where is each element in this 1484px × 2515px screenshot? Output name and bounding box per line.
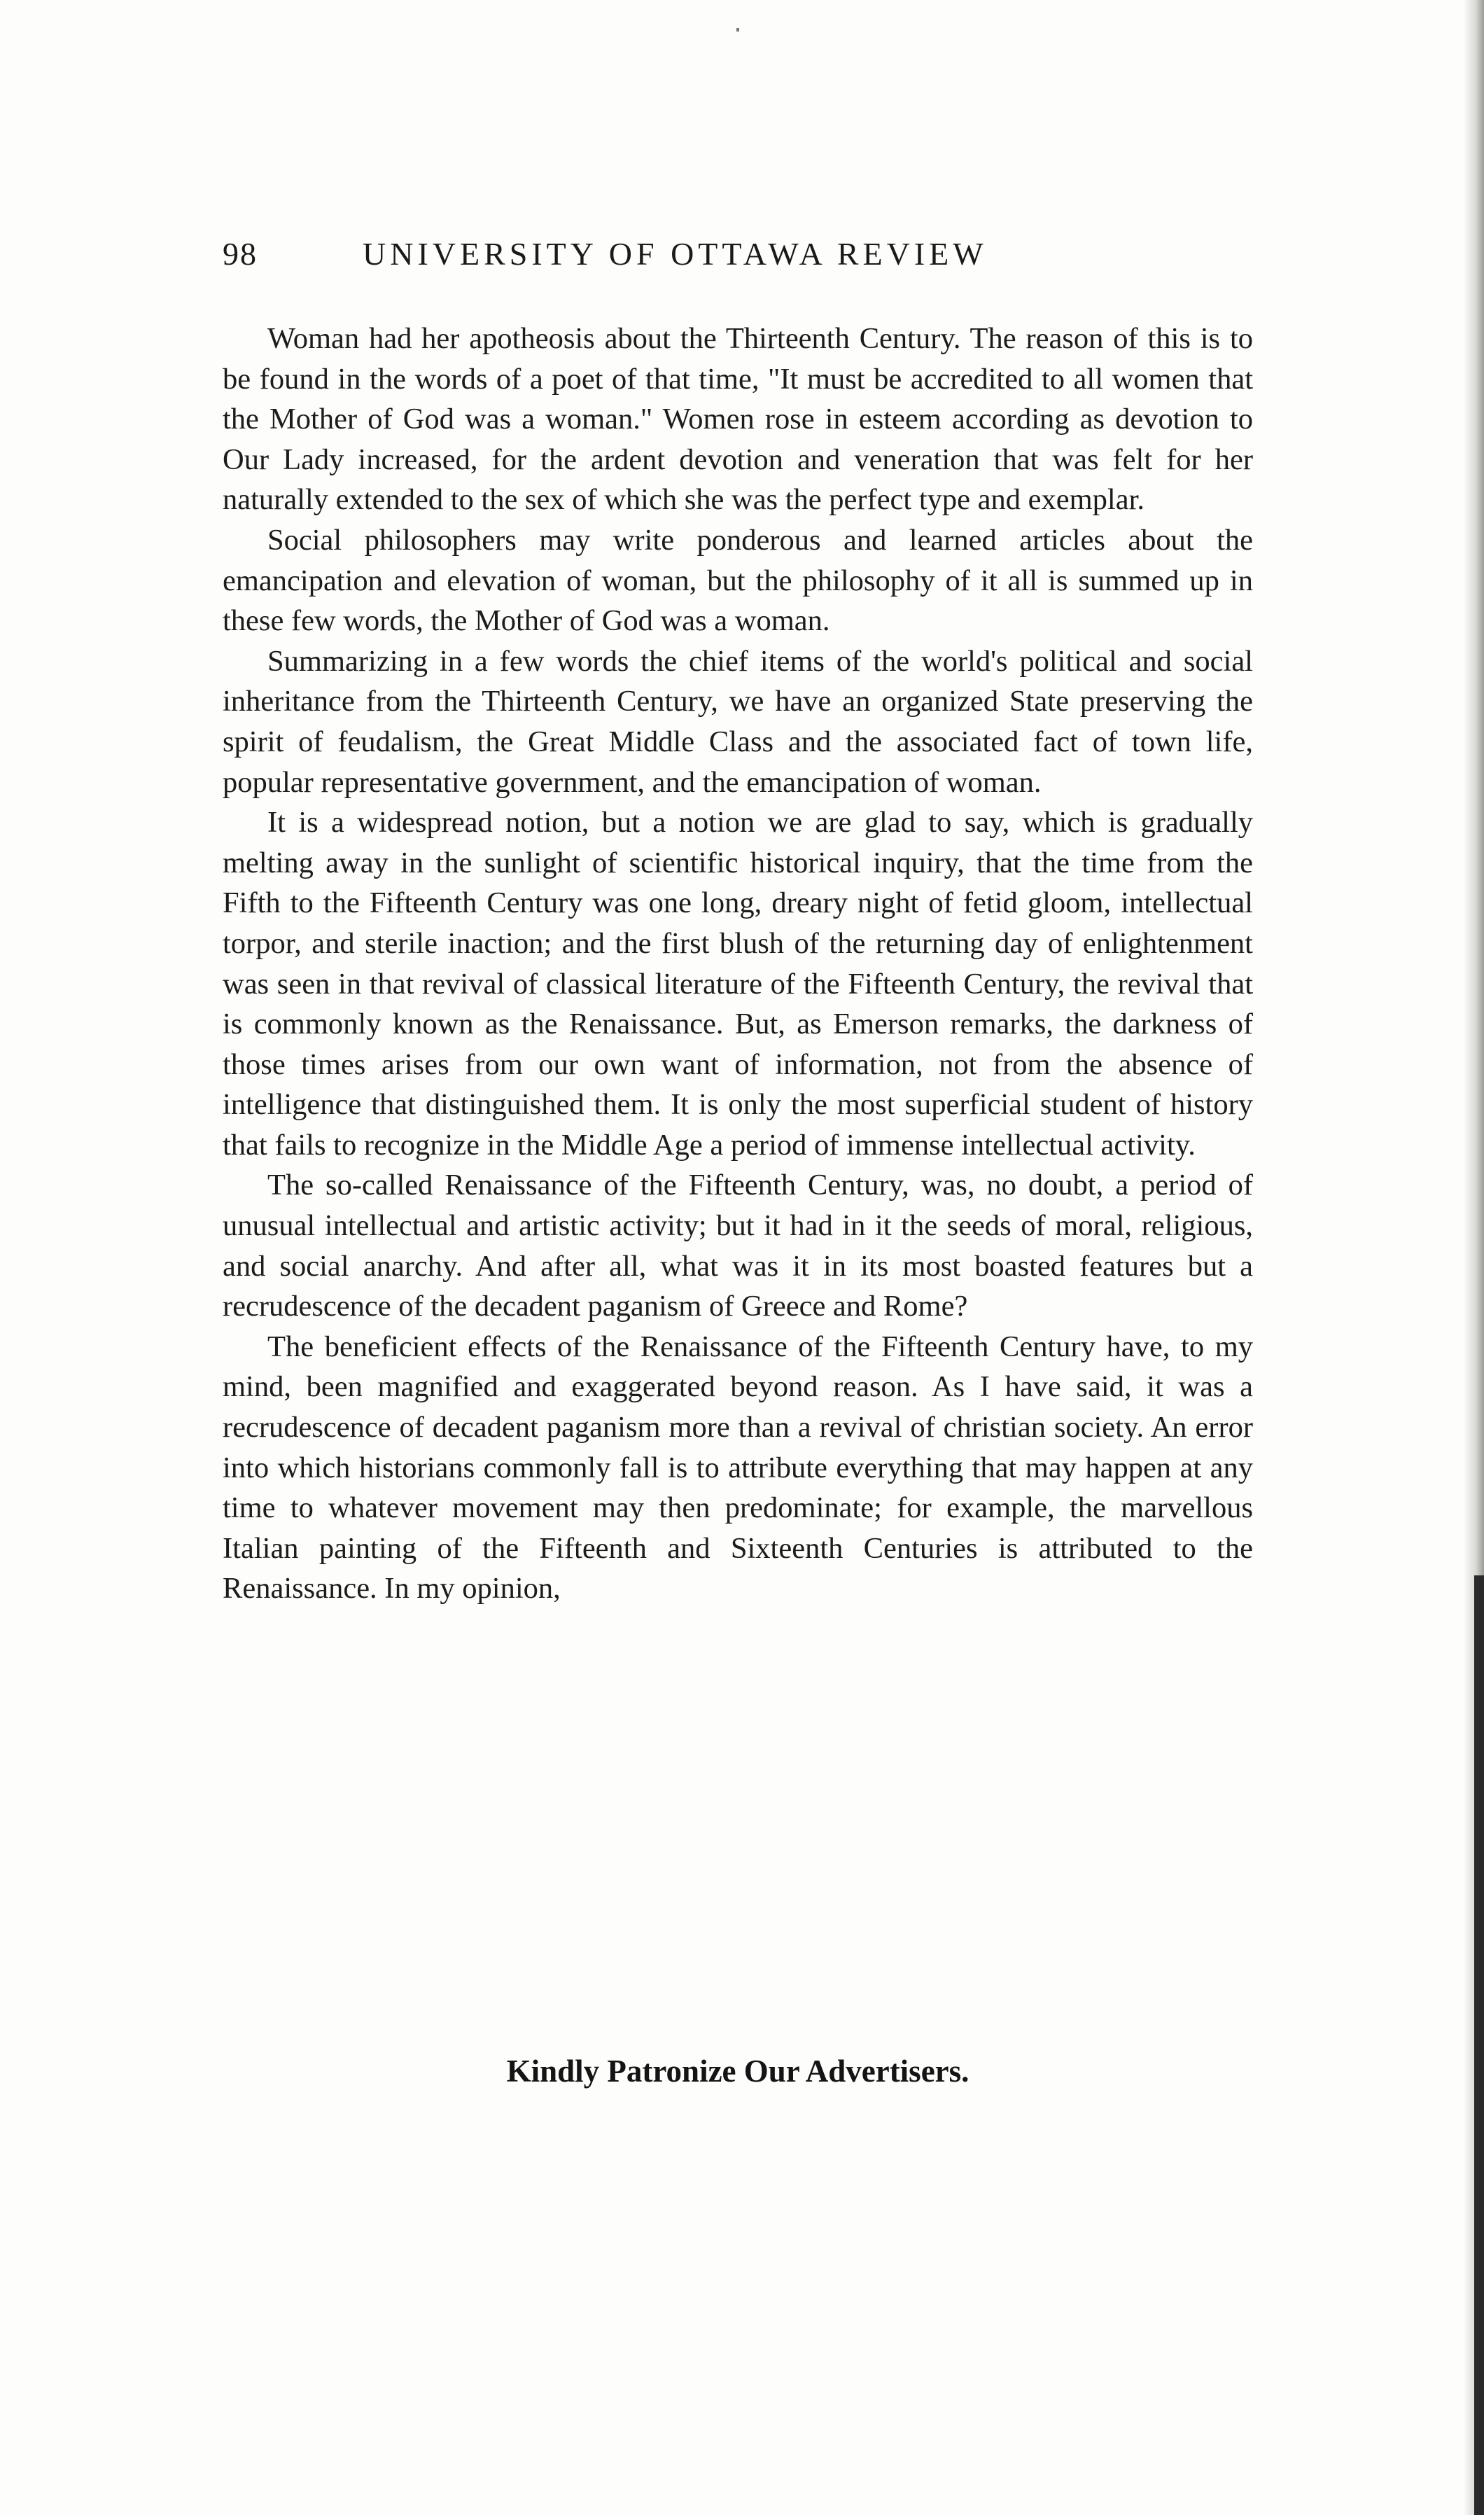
page-header: [223, 235, 1253, 291]
paragraph-5: The so-called Renaissance of the Fifteenth Century, was, no doubt, a period of unusual intellectual and artistic activity; but it had in it the seeds of moral, religious, and social anarchy. And after all, what was it in its most boasted features but a recrudescence of the decadent paganism of Greece and Rome?: [223, 1169, 1253, 1323]
paragraph-3: Summarizing in a few words the chief items of the world's political and social inheritance from the Thirteenth Century, we have an organized State preserving the spirit of feudalism, the Great Middle Class and the associated fact of town life, popular representative government, and the emancipation of woman.: [223, 644, 1253, 799]
article-body: [223, 319, 1253, 1609]
page-edge-dark-band: [1474, 1575, 1484, 2515]
paragraph-1: Woman had her apotheosis about the Thirteenth Century. The reason of this is to be found in the words of a poet of that time, "It must be accredited to all women that the Mother of God was a woman." Women rose in esteem according as devotion to Our Lady increased, for the ardent devotion and veneration that was felt for her naturally extended to the sex of which she was the perfect type and exemplar.: [223, 322, 1253, 517]
paragraph-6: The beneficient effects of the Renaissance of the Fifteenth Century have, to my mind, been magnified and exaggerated beyond reason. As I have said, it was a recrudescence of decadent paganism more than a revival of christian society. An error into which historians commonly fall is to attribute everything that may happen at any time to whatever movement may then predominate; for example, the marvellous Italian painting of the Fifteenth and Sixteenth Centuries is attributed to the Renaissance. In my opinion,: [223, 1330, 1253, 1605]
running-head: UNIVERSITY OF OTTAWA REVIEW: [363, 236, 988, 272]
scan-speck: [736, 28, 739, 32]
advertisers-footer: Kindly Patronize Our Advertisers.: [506, 2054, 969, 2089]
paragraph-4: It is a widespread notion, but a notion we are glad to say, which is gradually melting away in the sunlight of scientific historical inquiry, that the time from the Fifth to the Fifteenth Century was one long, dreary night of fetid gloom, intellectual torpor, and sterile inaction; and the first blush of the returning day of enlightenment was seen in that revival of classical literature of the Fifteenth Century, the revival that is commonly known as the Renaissance. But, as Emerson remarks, the darkness of those times arises from our own want of information, not from the absence of intelligence that distinguished them. It is only the most superficial student of history that fails to recognize in the Middle Age a period of immense intellectual activity.: [223, 806, 1253, 1162]
page-number: 98: [223, 236, 258, 272]
paragraph-2: Social philosophers may write ponderous and learned articles about the emancipation and elevation of woman, but the philosophy of it all is summed up in these few words, the Mother of God was a woman.: [223, 523, 1253, 638]
